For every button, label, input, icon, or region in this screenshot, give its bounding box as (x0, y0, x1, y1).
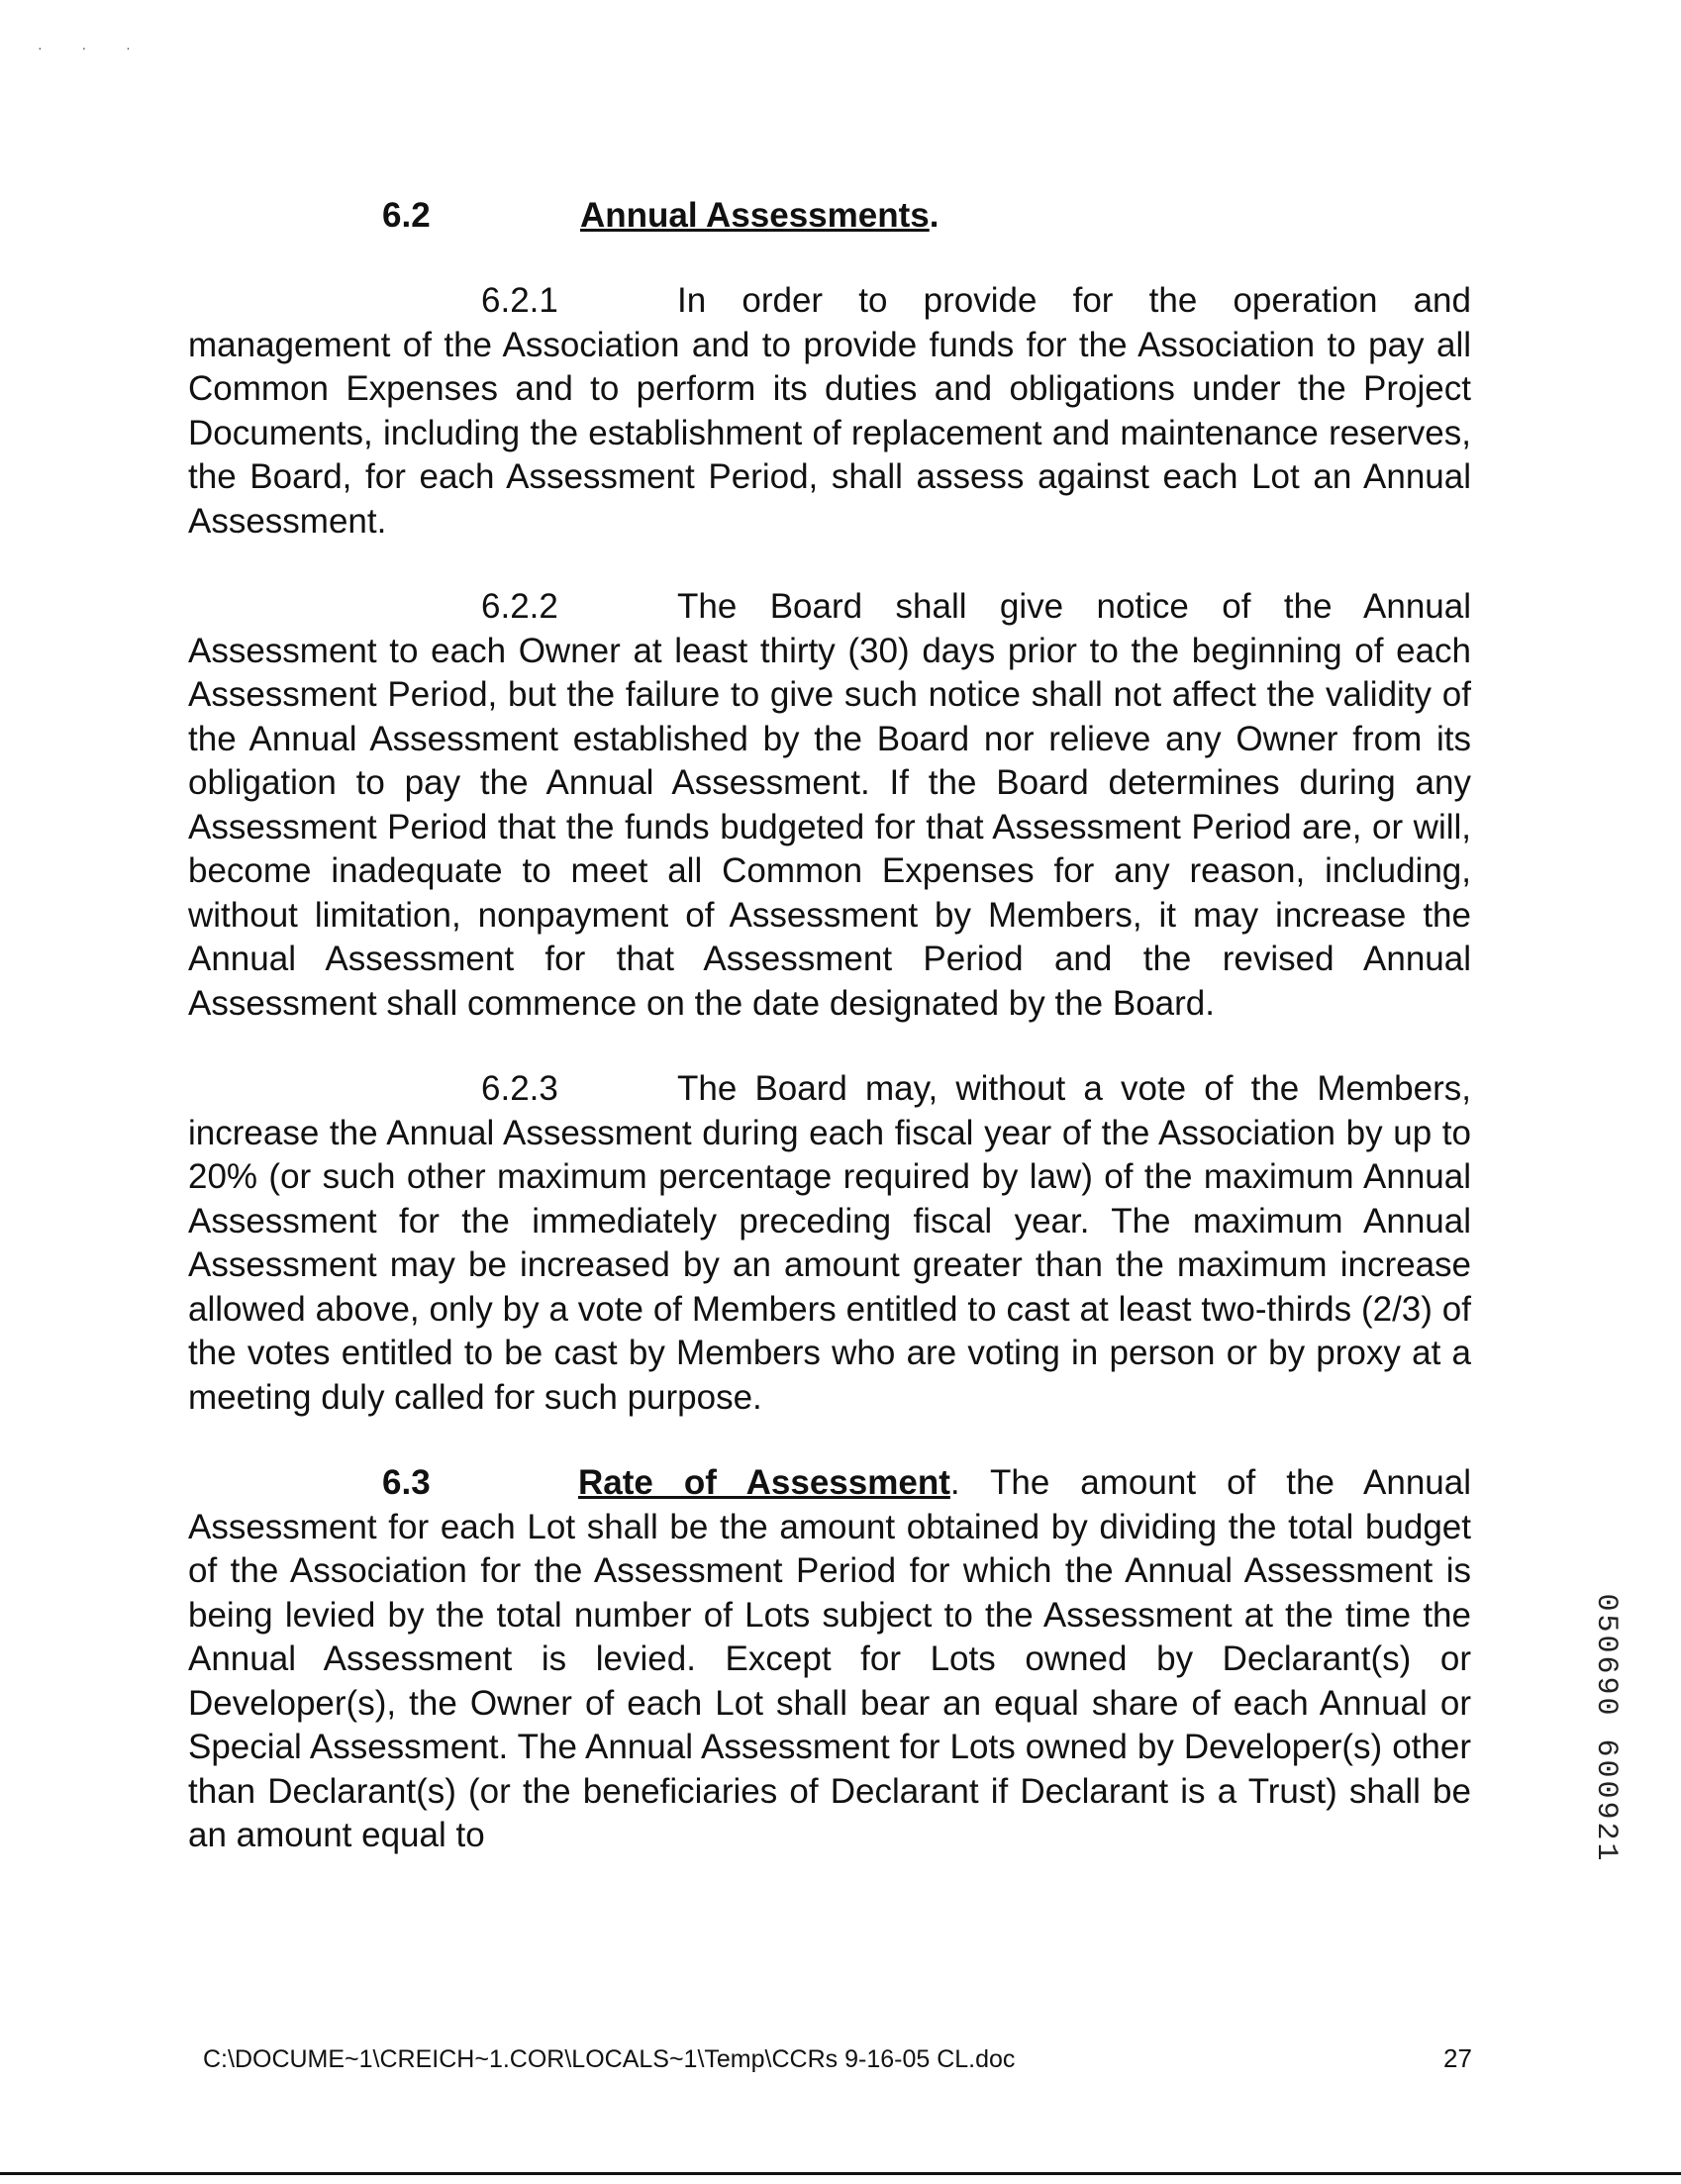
margin-stamp (1586, 1593, 1626, 1864)
section-6-2-title-suffix: . (929, 196, 939, 235)
paragraph-6-2-1-number: 6.2.1 (481, 281, 558, 320)
section-6-2-title: Annual Assessments (580, 196, 930, 235)
paragraph-6-2-2-number: 6.2.2 (481, 587, 558, 626)
paragraph-6-2-2 (188, 585, 1471, 1026)
page-number: 27 (1443, 2043, 1472, 2073)
section-6-2-number: 6.2 (382, 196, 431, 235)
paragraph-6-2-3-number: 6.2.3 (481, 1069, 558, 1108)
paragraph-6-2-1-text: In order to provide for the operation and management of the Association and to provide funds for the Association to pay all Common Expenses and to perform its duties and obligations under the Project Documents, including the establishment of replacement and maintenance reserves, the Board, for each Assessment Period, shall assess against each Lot an Annual Assessment. (188, 281, 1471, 541)
section-6-3-text: The amount of the Annual Assessment for each Lot shall be the amount obtained by dividing the total budget of the Association for the Assessment Period for which the Annual Assessment is being levied by the total number of Lots subject to the Assessment at the time the Annual Assessment is levied. Except for Lots owned by Declarant(s) or Developer(s), the Owner of each Lot shall bear an equal share of each Annual or Special Assessment. The Annual Assessment for Lots owned by Developer(s) other than Declarant(s) (or the beneficiaries of Declarant if Declarant is a Trust) shall be an amount equal to (188, 1463, 1471, 1854)
paragraph-6-2-1 (188, 279, 1471, 544)
document-body (188, 194, 1471, 1900)
margin-stamp-text: 050690 600921 (1589, 1593, 1623, 1864)
scan-specks: · · · (38, 40, 148, 55)
section-6-3-number: 6.3 (382, 1463, 431, 1502)
bottom-edge-line (0, 2172, 1681, 2175)
section-6-2-title-wrap (580, 194, 939, 239)
paragraph-6-2-3-text: The Board may, without a vote of the Members, increase the Annual Assessment during each fiscal year of the Association by up to 20% (or such other maximum percentage required by law) of the maximum Annual Assessment for the immediately preceding fiscal year. The maximum Annual Assessment may be increased by an amount greater than the maximum increase allowed above, only by a vote of Members entitled to cast at least two-thirds (2/3) of the votes entitled to be cast by Members who are voting in person or by proxy at a meeting duly called for such purpose. (188, 1069, 1471, 1417)
section-6-3-title: Rate of Assessment (578, 1463, 950, 1502)
paragraph-6-2-2-text: The Board shall give notice of the Annual Assessment to each Owner at least thirty (30) days prior to the beginning of each Assessment Period, but the failure to give such notice shall not affect the validity of the Annual Assessment established by the Board nor relieve any Owner from its obligation to pay the Annual Assessment. If the Board determines during any Assessment Period that the funds budgeted for that Assessment Period are, or will, become inadequate to meet all Common Expenses for any reason, including, without limitation, nonpayment of Assessment by Members, it may increase the Annual Assessment for that Assessment Period and the revised Annual Assessment shall commence on the date designated by the Board. (188, 587, 1471, 1023)
section-6-3-paragraph (188, 1461, 1471, 1858)
paragraph-6-2-3 (188, 1067, 1471, 1420)
footer-file-path: C:\DOCUME~1\CREICH~1.COR\LOCALS~1\Temp\CCRs 9-16-05 CL.doc (203, 2045, 1016, 2073)
section-6-2-heading (188, 194, 1471, 246)
section-6-3-title-suffix: . (949, 1463, 960, 1502)
